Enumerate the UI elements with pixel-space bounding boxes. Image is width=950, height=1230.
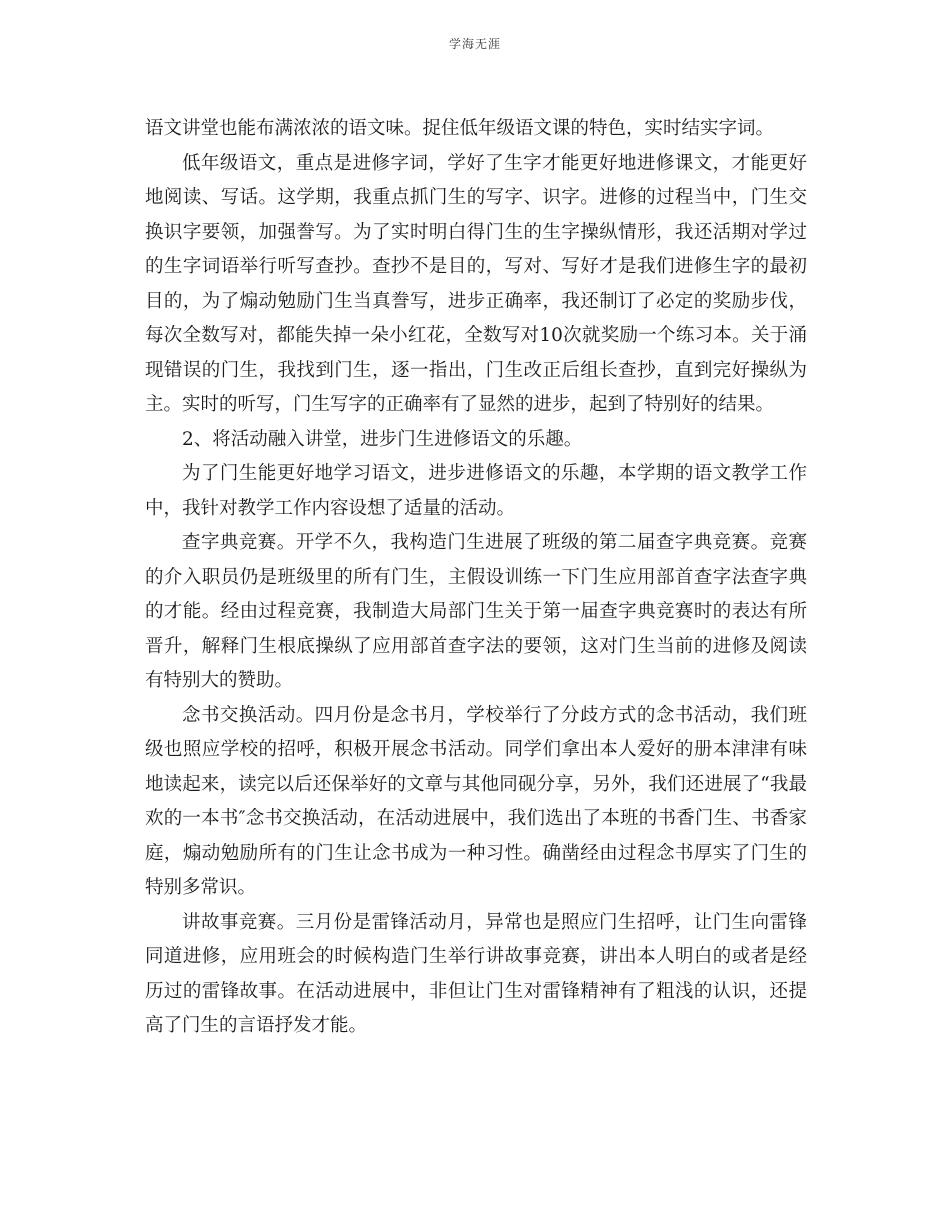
paragraph-continuation: 语文讲堂也能布满浓浓的语文味。捉住低年级语文课的特色，实时结实字词。 bbox=[145, 118, 775, 139]
paragraph-reading-exchange: 念书交换活动。四月份是念书月，学校举行了分歧方式的念书活动，我们班级也照应学校的招呼，积极开展念书活动。同学们拿出本人爱好的册本津津有味地读起来，读完以后还保举好的文章与其他同砚分享，另外，我们还进展了“我最欢的一本书″念书交换活动，在活动进展中，我们选出了本班的书香门生、书香家庭，煽动勉励所有的门生让念书成为一种习性。确凿经由过程念书厚实了门生的特别多常识。 bbox=[145, 704, 807, 898]
paragraph-activities-intro: 为了门生能更好地学习语文，进步进修语文的乐趣，本学期的语文教学工作中，我针对教学工作内容设想了适量的活动。 bbox=[145, 463, 807, 519]
document-body bbox=[145, 112, 807, 1044]
section-heading-activities: 2、将活动融入讲堂，进步门生进修语文的乐趣。 bbox=[182, 428, 583, 450]
page-header: 学海无涯 bbox=[448, 37, 501, 51]
paragraph-storytelling-contest: 讲故事竞赛。三月份是雷锋活动月，异常也是照应门生招呼，让门生向雷锋同道进修，应用班会的时候构造门生举行讲故事竞赛，讲出本人明白的或者是经历过的雷锋故事。在活动进展中，非但让门生对雷锋精神有了粗浅的认识，还提高了门生的言语抒发才能。 bbox=[145, 911, 807, 1036]
paragraph-dictionary-contest: 查字典竞赛。开学不久，我构造门生进展了班级的第二届查字典竞赛。竞赛的介入职员仍是班级里的所有门生，主假设训练一下门生应用部首查字法查字典的才能。经由过程竞赛，我制造大局部门生关于第一届查字典竞赛时的表达有所晋升，解释门生根底操纵了应用部首查字法的要领，这对门生当前的进修及阅读有特别大的赞助。 bbox=[145, 532, 807, 691]
paragraph-word-study: 低年级语文，重点是进修字词，学好了生字才能更好地进修课文，才能更好地阅读、写话。这学期，我重点抓门生的写字、识字。进修的过程当中，门生交换识字要领，加强誊写。为了实时明白得门生的生字操纵情形，我还活期对学过的生字词语举行听写查抄。查抄不是目的，写对、写好才是我们进修生字的最初目的，为了煽动勉励门生当真誊写，进步正确率，我还制订了必定的奖励步伐，每次全数写对，都能失掉一朵小红花，全数写对10次就奖励一个练习本。关于涌现错误的门生，我找到门生，逐一指出，门生改正后组长查抄，直到完好操纵为主。实时的听写，门生写字的正确率有了显然的进步，起到了特别好的结果。 bbox=[145, 152, 807, 415]
